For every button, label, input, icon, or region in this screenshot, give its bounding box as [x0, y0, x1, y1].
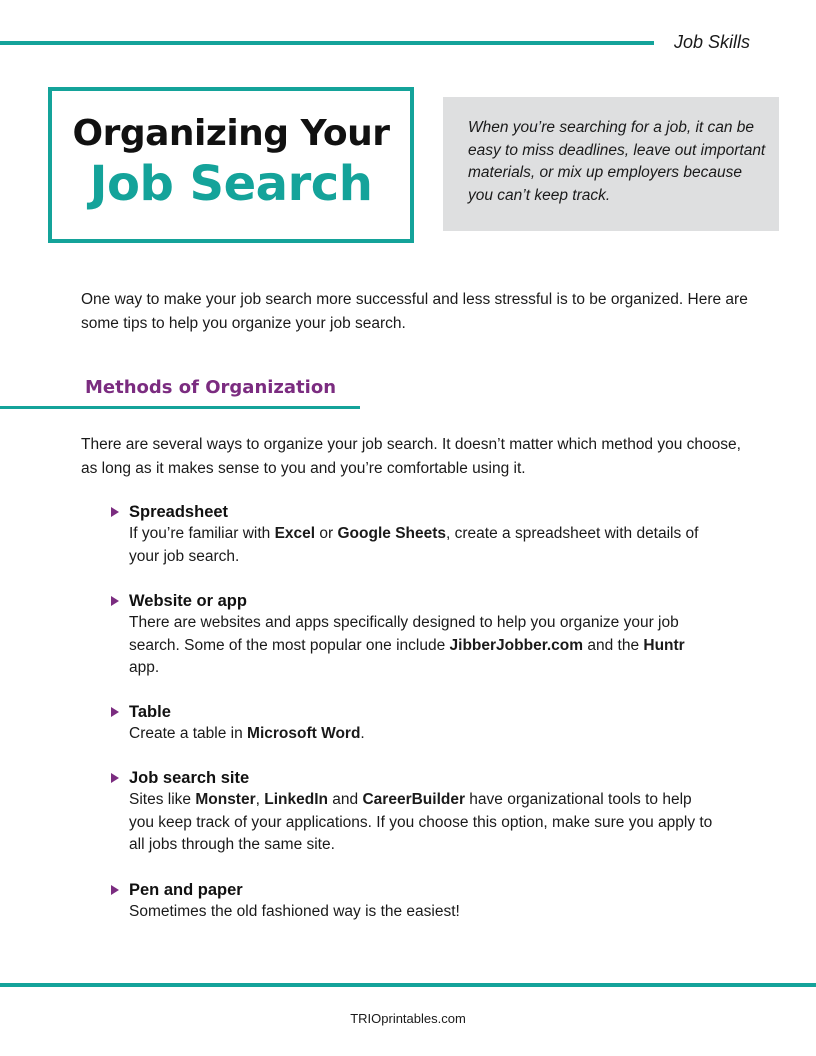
method-text: Sites like: [129, 791, 196, 808]
method-description: [129, 789, 719, 857]
method-highlight: Huntr: [643, 636, 685, 654]
category-label: Job Skills: [674, 32, 751, 52]
method-title: Pen and paper: [129, 881, 243, 899]
method-title: Spreadsheet: [129, 503, 229, 521]
method-description: [129, 612, 719, 680]
triangle-bullet-icon: [111, 707, 119, 717]
method-text: Create a table in: [129, 725, 248, 742]
method-highlight: Monster: [195, 791, 256, 808]
method-text: , create a spreadsheet with details of your job search.: [129, 525, 699, 565]
lead-paragraph: One way to make your job search more successful and less stressful is to be organized. Here are some tips to help you organize your job search.: [81, 291, 748, 332]
method-text: app.: [129, 659, 160, 676]
method-text: Sometimes the old fashioned way is the easiest!: [129, 903, 460, 920]
method-title: Website or app: [129, 592, 247, 610]
page-title-line2: Job Search: [89, 156, 373, 212]
method-highlight: LinkedIn: [264, 791, 328, 808]
method-text: have organizational tools to help you keep track of your applications. If you choose this option, make sure you apply to all jobs through the same site.: [129, 791, 713, 853]
top-rule: [0, 41, 654, 45]
method-highlight: CareerBuilder: [362, 791, 465, 808]
method-text: and: [328, 791, 363, 808]
method-title: Job search site: [129, 769, 250, 787]
section-intro: There are several ways to organize your job search. It doesn’t matter which method you choose, as long as it makes sense to you and you’re comfortable using it.: [81, 436, 741, 477]
method-text: If you’re familiar with: [129, 525, 275, 542]
triangle-bullet-icon: [111, 773, 119, 783]
method-description: [129, 523, 719, 568]
method-job-search-site: [111, 767, 731, 857]
method-text: There are websites and apps specifically designed to help you organize your job search. Some of the most popular one include: [129, 614, 679, 654]
footer-site: TRIOprintables.com: [350, 1011, 466, 1026]
method-highlight: Excel: [274, 525, 316, 542]
method-highlight: Microsoft Word: [247, 725, 361, 742]
title-box: [48, 87, 414, 243]
method-title: Table: [129, 703, 171, 721]
method-spreadsheet: [111, 501, 731, 568]
method-text: .: [360, 725, 365, 742]
bottom-rule: [0, 983, 816, 987]
method-table: [111, 701, 731, 746]
method-highlight: JibberJobber.com: [449, 636, 584, 654]
method-description: [129, 723, 719, 746]
method-text: ,: [255, 791, 265, 808]
method-text: or: [315, 525, 338, 542]
triangle-bullet-icon: [111, 507, 119, 517]
intro-callout: When you’re searching for a job, it can be easy to miss deadlines, leave out important materials, or mix up employers because you can’t keep track.: [443, 97, 779, 231]
section-heading: Methods of Organization: [85, 377, 337, 398]
method-website-or-app: [111, 590, 731, 680]
page-title-line1: Organizing Your: [72, 113, 390, 154]
section-rule: [0, 406, 360, 409]
method-text: and the: [583, 636, 644, 654]
method-pen-and-paper: [111, 879, 731, 924]
method-description: [129, 901, 719, 924]
triangle-bullet-icon: [111, 596, 119, 606]
method-highlight: Google Sheets: [337, 525, 447, 542]
triangle-bullet-icon: [111, 885, 119, 895]
